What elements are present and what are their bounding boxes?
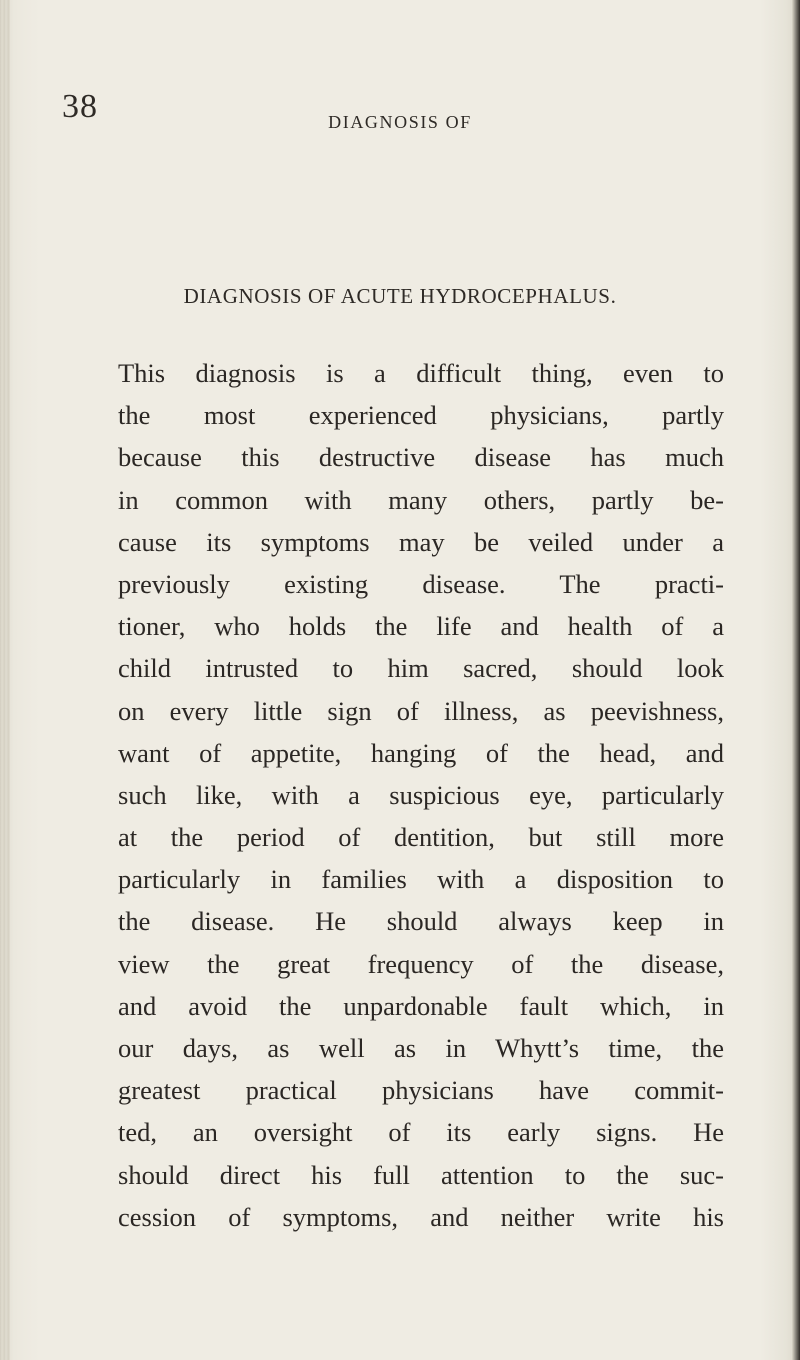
text-line: cession of symptoms, and neither write his xyxy=(118,1201,724,1232)
text-line: because this destructive disease has much xyxy=(118,442,724,473)
text-line: previously existing disease. The practi- xyxy=(118,568,724,599)
text-line: in common with many others, partly be- xyxy=(118,484,724,515)
text-line: This diagnosis is a difficult thing, even to xyxy=(118,358,724,388)
text-line: the disease. He should always keep in xyxy=(118,906,724,937)
text-line: and avoid the unpardonable fault which, in xyxy=(118,990,724,1021)
text-line: want of appetite, hanging of the head, and xyxy=(118,737,724,768)
text-line: particularly in families with a disposition to xyxy=(118,864,724,895)
text-line: child intrusted to him sacred, should look xyxy=(118,653,724,684)
text-line: our days, as well as in Whytt’s time, the xyxy=(118,1033,724,1063)
running-head: DIAGNOSIS OF xyxy=(328,112,472,132)
section-title: DIAGNOSIS OF ACUTE HYDROCEPHALUS. xyxy=(183,284,617,308)
page-number: 38 xyxy=(62,88,98,125)
text-line: on every little sign of illness, as peevishness, xyxy=(118,695,724,726)
page-spine-edge xyxy=(0,0,10,1360)
text-line: at the period of dentition, but still more xyxy=(118,822,724,853)
text-line: tioner, who holds the life and health of a xyxy=(118,611,724,642)
text-line: such like, with a suspicious eye, particularly xyxy=(118,779,724,810)
page-right-edge xyxy=(792,0,800,1360)
text-line: view the great frequency of the disease, xyxy=(118,948,724,979)
text-line: ted, an oversight of its early signs. He xyxy=(118,1117,724,1148)
text-line: the most experienced physicians, partly xyxy=(118,400,724,431)
text-line: cause its symptoms may be veiled under a xyxy=(118,526,724,557)
text-line: greatest practical physicians have commit- xyxy=(118,1075,724,1106)
text-line: should direct his full attention to the suc- xyxy=(118,1159,724,1190)
